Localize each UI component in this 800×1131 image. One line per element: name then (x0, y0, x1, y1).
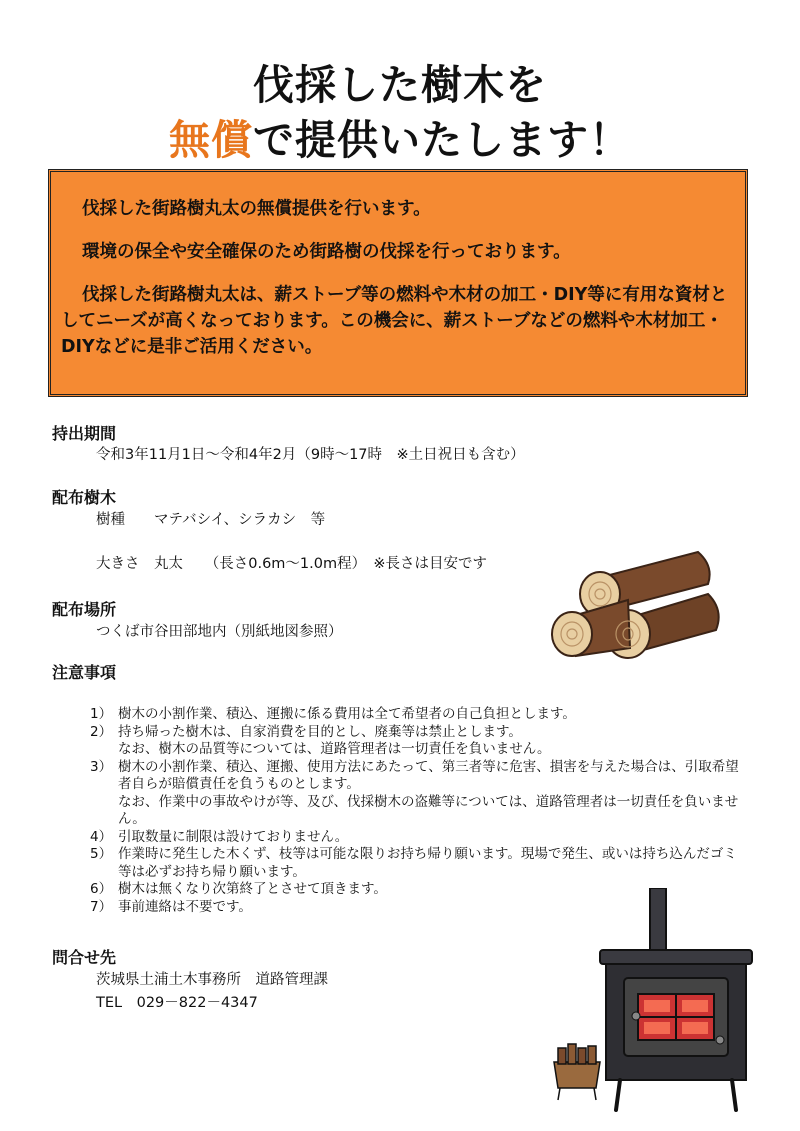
note-item (90, 759, 750, 829)
note-item (90, 706, 750, 724)
period-heading: 持出期間 (52, 424, 117, 443)
trees-species: 樹種 マテバシイ、シラカシ 等 (96, 512, 326, 528)
note-line: 樹木の小割作業、積込、運搬に係る費用は全て希望者の自己負担とします。 (118, 706, 576, 722)
note-text (118, 759, 750, 829)
title-highlight-free: 無償 (169, 116, 253, 164)
note-item (90, 724, 750, 759)
note-line: なお、樹木の品質等については、道路管理者は一切責任を負いません。 (118, 741, 551, 757)
note-item (90, 829, 750, 847)
note-line: 樹木は無くなり次第終了とさせて頂きます。 (118, 881, 387, 897)
title-line-2-rest: で提供いたします！ (253, 116, 631, 164)
intro-paragraph-1: 伐採した街路樹丸太の無償提供を行います。 (82, 199, 431, 219)
note-line: 事前連絡は不要です。 (118, 898, 252, 915)
log-pile-illustration (548, 548, 728, 668)
note-number: 6） (90, 881, 113, 897)
note-number: 2） (90, 723, 113, 740)
note-text (118, 829, 750, 847)
note-line: 作業時に発生した木くず、枝等は可能な限りお持ち帰り願います。現場で発生、或いは持ち込んだゴミ等は必ずお持ち帰り願います。 (118, 846, 737, 880)
notes-heading: 注意事項 (52, 663, 117, 682)
note-text (118, 706, 750, 724)
contact-heading: 問合せ先 (52, 948, 117, 967)
contact-office: 茨城県土浦土木事務所 道路管理課 (96, 972, 328, 988)
note-number: 3） (90, 758, 113, 775)
place-text: つくば市谷田部地内（別紙地図参照） (96, 624, 343, 640)
intro-paragraph-3: 伐採した街路樹丸太は、薪ストーブ等の燃料や木材の加工・DIY等に有用な資材としてニーズが高くなっております。この機会に、薪ストーブなどの燃料や木材加工・DIYなどに是非ご活用ください。 (61, 285, 728, 357)
note-line: 持ち帰った樹木は、自家消費を目的とし、廃棄等は禁止とします。 (118, 723, 522, 740)
note-number: 4） (90, 828, 113, 845)
note-text (118, 846, 750, 881)
note-number: 7） (90, 898, 113, 915)
note-line: 樹木の小割作業、積込、運搬、使用方法にあたって、第三者等に危害、損害を与えた場合は、引取希望者自らが賠償責任を負うものとします。 (118, 758, 739, 792)
wood-stove-illustration (548, 888, 758, 1113)
note-number: 1） (90, 706, 113, 722)
trees-size: 大きさ 丸太 （長さ0.6m～1.0m程） ※長さは目安です (96, 556, 488, 572)
title-line-1: 伐採した樹木を (253, 61, 547, 109)
period-text: 令和3年11月1日～令和4年2月（9時～17時 ※土日祝日も含む） (96, 447, 525, 463)
intro-paragraph-2: 環境の保全や安全確保のため街路樹の伐採を行っております。 (82, 242, 571, 262)
note-item (90, 846, 750, 881)
contact-tel: TEL 029－822－4347 (96, 995, 258, 1011)
title-line-2 (0, 107, 800, 166)
note-line: なお、作業中の事故やけが等、及び、伐採樹木の盗難等については、道路管理者は一切責任を負いません。 (118, 793, 739, 827)
notes-list (90, 706, 750, 916)
note-number: 5） (90, 846, 113, 862)
intro-box (48, 169, 748, 397)
note-text (118, 724, 750, 759)
note-line: 引取数量に制限は設けておりません。 (118, 828, 349, 845)
trees-heading: 配布樹木 (52, 488, 117, 507)
place-heading: 配布場所 (52, 600, 117, 619)
